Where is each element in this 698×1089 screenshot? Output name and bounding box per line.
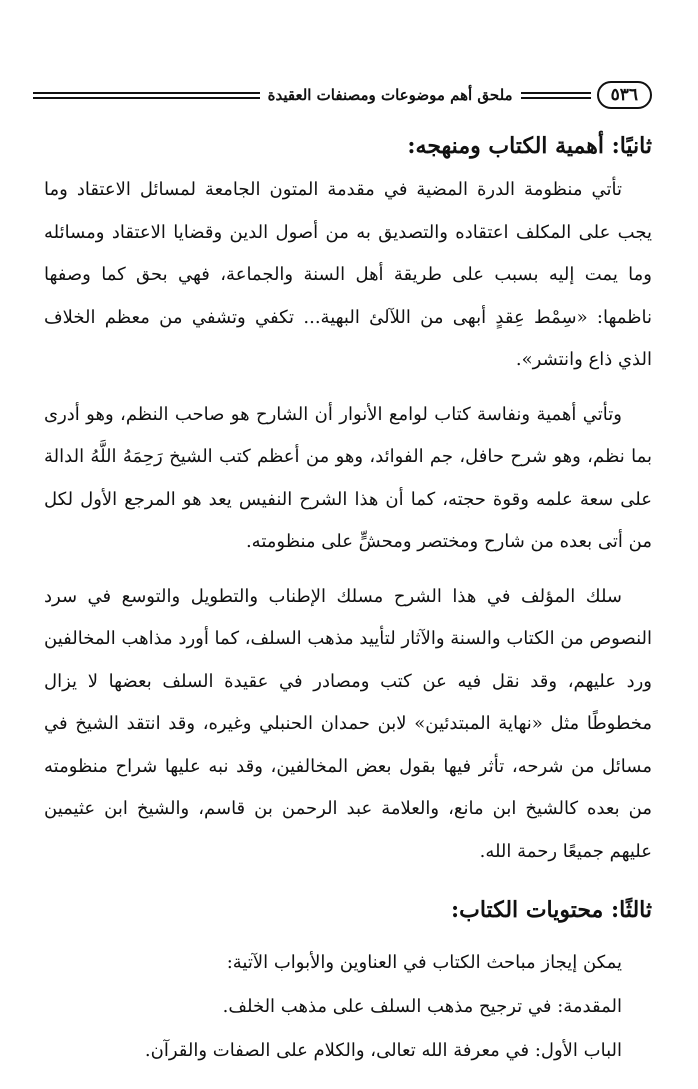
header-rule-left bbox=[33, 92, 260, 99]
paragraph-3: سلك المؤلف في هذا الشرح مسلك الإطناب والتطويل والتوسع في سرد النصوص من الكتاب والسنة والآثار لتأييد مذهب السلف، كما أورد مذاهب المخالفين ورد عليهم، وقد نقل فيه عن كتب ومصادر في عقيدة السلف بعضها لا يزال مخطوطًا مثل «نهاية المبتدئين» لابن حمدان الحنبلي وغيره، وقد انتقد الشيخ في مسائل من شرحه، تأثر فيها بقول بعض المخالفين، وقد نبه عليها شراح منظومته من بعده كالشيخ ابن مانع، والعلامة عبد الرحمن بن قاسم، والشيخ ابن عثيمين عليهم جميعًا رحمة الله. bbox=[44, 585, 652, 862]
section-heading-importance: ثانيًا: أهمية الكتاب ومنهجه: bbox=[407, 133, 652, 159]
running-title: ملحق أهم موضوعات ومصنفات العقيدة bbox=[267, 86, 513, 104]
running-header bbox=[33, 80, 652, 110]
paragraph-1: تأتي منظومة الدرة المضية في مقدمة المتون الجامعة لمسائل الاعتقاد وما يجب على المكلف اعتقاده والتصديق به من أصول الدين وقضايا الاعتقاد ومسائله وما يمت إليه بسبب على طريقة أهل السنة والجماعة، فهي بحق كما وصفها ناظمها: «سِمْط عِقدٍ أبهى من اللآلئ البهية... تكفي وتشفي من معظم الخلاف الذي ذاع وانتشر». bbox=[44, 179, 652, 370]
section-contents bbox=[44, 887, 652, 1073]
paragraph-2: وتأتي أهمية ونفاسة كتاب لوامع الأنوار أن الشارح هو صاحب النظم، وهو أدرى بما نظم، وهو شرح حافل، جم الفوائد، وهو من أعظم كتب الشيخ رَحِمَهُ اللَّهُ الدالة على سعة علمه وقوة حجته، كما أن هذا الشرح النفيس يعد هو المرجع الأول لكل من أتى بعده من شارح ومختصر ومحشٍّ على منظومته. bbox=[44, 403, 652, 552]
contents-list bbox=[44, 941, 652, 1073]
page-content bbox=[44, 123, 652, 1073]
contents-item-chapter-one: الباب الأول: في معرفة الله تعالى، والكلام على الصفات والقرآن. bbox=[144, 1040, 622, 1061]
contents-intro-line: يمكن إيجاز مباحث الكتاب في العناوين والأبواب الآتية: bbox=[226, 952, 622, 973]
header-rule-right bbox=[521, 92, 591, 99]
contents-item-introduction: المقدمة: في ترجيح مذهب السلف على مذهب الخلف. bbox=[222, 996, 622, 1017]
page-number: ٥٣٦ bbox=[597, 81, 652, 109]
section-heading-contents: ثالثًا: محتويات الكتاب: bbox=[451, 897, 652, 923]
